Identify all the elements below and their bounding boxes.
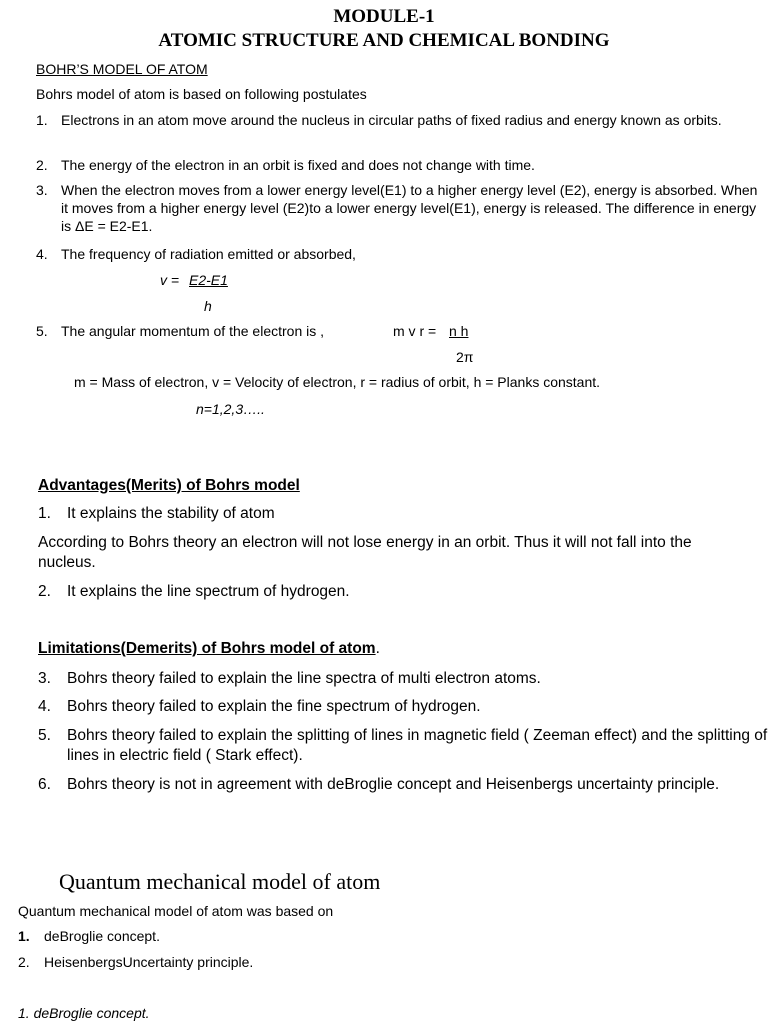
quantum-item <box>18 953 444 971</box>
list-number: 4. <box>38 698 51 715</box>
postulate-text: The angular momentum of the electron is , <box>61 323 325 339</box>
limitations-heading-text: Limitations(Demerits) of Bohrs model of atom <box>38 640 376 657</box>
limitation-item <box>38 726 768 766</box>
limitation-item <box>38 775 768 795</box>
module-title: MODULE-1 <box>333 6 435 27</box>
limitation-text: Bohrs theory failed to explain the fine spectrum of hydrogen. <box>67 698 481 715</box>
freq-denominator: h <box>204 298 212 314</box>
momentum-numerator: n h <box>449 323 469 339</box>
limitations-heading <box>38 639 380 659</box>
advantages-heading: Advantages(Merits) of Bohrs model <box>38 477 300 494</box>
list-number: 2. <box>36 157 48 173</box>
postulate-text: The energy of the electron in an orbit is fixed and does not change with time. <box>61 157 535 173</box>
quantum-item-text: deBroglie concept. <box>44 928 160 944</box>
quantum-heading: Quantum mechanical model of atom <box>59 869 381 894</box>
limitation-text: Bohrs theory failed to explain the splitting of lines in magnetic field ( Zeeman effect) and the splitting of lines in electric field ( Stark effect). <box>67 727 768 764</box>
limitations-heading-tail: . <box>375 640 380 657</box>
n-values: n=1,2,3….. <box>196 401 265 417</box>
limitation-text: Bohrs theory is not in agreement with deBroglie concept and Heisenbergs uncertainty principle. <box>67 776 720 793</box>
list-number: 1. <box>18 928 30 944</box>
limitation-text: Bohrs theory failed to explain the line spectra of multi electron atoms. <box>67 670 541 687</box>
page-title: ATOMIC STRUCTURE AND CHEMICAL BONDING <box>158 30 610 51</box>
debroglie-subheading: 1. deBroglie concept. <box>18 1005 150 1021</box>
list-number: 5. <box>38 727 51 744</box>
postulate-text: When the electron moves from a lower energy level(E1) to a higher energy level (E2), energy is absorbed. When it moves from a higher energy level (E2)to a lower energy level(E1), energy is released. The difference in energy is ΔE = E2-E1. <box>61 182 758 234</box>
advantage-text: It explains the line spectrum of hydrogen. <box>67 583 350 600</box>
limitation-item <box>38 697 768 717</box>
list-number: 2. <box>18 954 30 970</box>
postulate-item <box>36 156 761 174</box>
postulate-text: Electrons in an atom move around the nucleus in circular paths of fixed radius and energy known as orbits. <box>61 112 722 128</box>
postulate-item <box>36 245 761 263</box>
limitation-item <box>38 669 768 689</box>
list-number: 3. <box>38 670 51 687</box>
postulate-item <box>36 111 761 129</box>
freq-numerator: E2-E1 <box>189 272 228 288</box>
postulate-item <box>36 181 761 235</box>
symbol-legend: m = Mass of electron, v = Velocity of electron, r = radius of orbit, h = Planks constant. <box>74 374 601 390</box>
list-number: 2. <box>38 583 51 600</box>
list-number: 3. <box>36 182 48 198</box>
list-number: 1. <box>36 112 48 128</box>
postulate-item <box>36 322 421 340</box>
advantage-item <box>38 582 768 602</box>
momentum-lhs: m v r = <box>393 323 437 339</box>
bohr-heading: BOHR’S MODEL OF ATOM <box>36 61 208 77</box>
advantage-item <box>38 504 768 524</box>
list-number: 4. <box>36 246 48 262</box>
advantage-text: It explains the stability of atom <box>67 505 275 522</box>
momentum-denominator: 2π <box>456 349 474 365</box>
list-number: 5. <box>36 323 48 339</box>
advantage-paragraph: According to Bohrs theory an electron will not lose energy in an orbit. Thus it will not fall into the nucleus. <box>38 534 692 571</box>
quantum-item <box>18 927 444 945</box>
list-number: 1. <box>38 505 51 522</box>
quantum-item-text: HeisenbergsUncertainty principle. <box>44 954 254 970</box>
list-number: 6. <box>38 776 51 793</box>
freq-lhs: v = <box>160 272 180 288</box>
postulate-text: The frequency of radiation emitted or absorbed, <box>61 246 356 262</box>
quantum-intro: Quantum mechanical model of atom was based on <box>18 903 334 919</box>
bohr-intro: Bohrs model of atom is based on following postulates <box>36 86 367 102</box>
